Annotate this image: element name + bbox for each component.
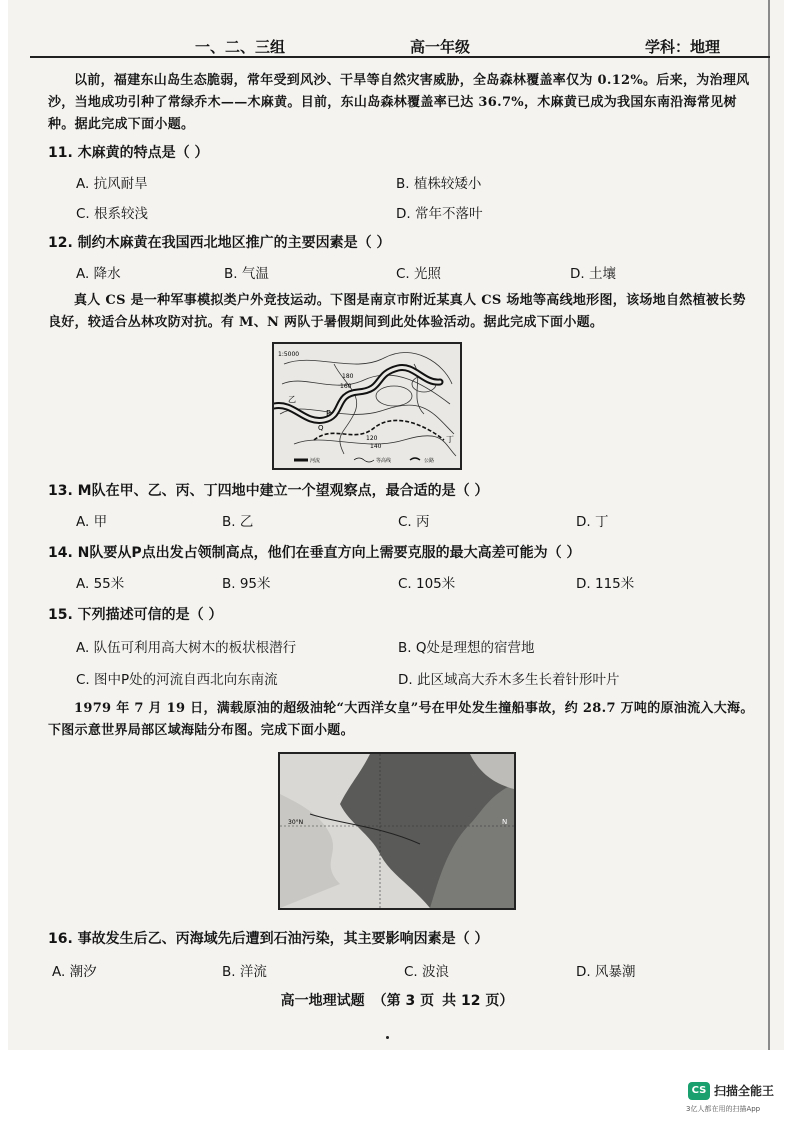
q14-option-a: A. 55米 bbox=[76, 576, 125, 592]
q16-option-a: A. 潮汐 bbox=[52, 964, 97, 980]
header-groups: 一、二、三组 bbox=[195, 38, 286, 56]
legend-river: 河流 bbox=[310, 458, 321, 464]
q16-option-b: B. 洋流 bbox=[222, 964, 267, 980]
scanner-tagline: 3亿人都在用的扫描App bbox=[686, 1105, 761, 1113]
q11-option-a: A. 抗风耐旱 bbox=[76, 176, 148, 192]
q11-option-b: B. 植株较矮小 bbox=[396, 176, 482, 192]
q14-option-c: C. 105米 bbox=[398, 576, 456, 592]
q13-option-d: D. 丁 bbox=[576, 514, 609, 530]
q12-option-d: D. 土壤 bbox=[570, 266, 616, 282]
ocean-map-figure bbox=[278, 752, 516, 910]
q15-option-c: C. 图中P处的河流自西北向东南流 bbox=[76, 672, 278, 688]
north-label: N bbox=[502, 818, 508, 826]
question-13-stem: 13. M队在甲、乙、丙、丁四地中建立一个望观察点，最合适的是（ ） bbox=[48, 483, 489, 499]
q14-option-b: B. 95米 bbox=[222, 576, 271, 592]
passage-oil-spill: 1979 年 7 月 19 日，满载原油的超级油轮“大西洋女皇”号在甲处发生撞船事故，约 28.7 万吨的原油流入大海。下图示意世界局部区域海陆分布图。完成下面小题。 bbox=[48, 701, 754, 738]
contour-label-180: 180 bbox=[342, 373, 354, 380]
header-subject: 学科：地理 bbox=[645, 38, 721, 56]
q12-option-c: C. 光照 bbox=[396, 266, 442, 282]
q13-option-c: C. 丙 bbox=[398, 514, 430, 530]
footer-total: 共 12 页） bbox=[442, 993, 514, 1009]
header-grade: 高一年级 bbox=[410, 38, 471, 56]
question-11-stem: 11. 木麻黄的特点是（ ） bbox=[48, 145, 209, 161]
q11-option-d: D. 常年不落叶 bbox=[396, 206, 483, 222]
scanner-logo-icon: CS bbox=[688, 1082, 710, 1100]
q13-option-a: A. 甲 bbox=[76, 514, 108, 530]
passage-dongshan: 以前，福建东山岛生态脆弱，常年受到风沙、干旱等自然灾害威胁，全岛森林覆盖率仅为 0.12%。后来，为治理风沙，当地成功引种了常绿乔木——木麻黄。目前，东山岛森林覆盖率已达 36.7%，木麻黄已成为我国东南沿海常见树种。据此完成下面小题。 bbox=[48, 73, 750, 132]
contour-label-160: 160 bbox=[340, 383, 352, 390]
scanner-app-name: 扫描全能王 bbox=[714, 1084, 775, 1098]
passage-cs: 真人 CS 是一种军事模拟类户外竞技运动。下图是南京市附近某真人 CS 场地等高线地形图，该场地自然植被长势良好，较适合丛林攻防对抗。有 M、N 两队于暑假期间到此处体验活动。据此完成下面小题。 bbox=[48, 293, 746, 330]
contour-label-140: 140 bbox=[370, 443, 382, 450]
question-16-stem: 16. 事故发生后乙、丙海域先后遭到石油污染，其主要影响因素是（ ） bbox=[48, 931, 489, 947]
q14-option-d: D. 115米 bbox=[576, 576, 635, 592]
page-edge-shadow bbox=[768, 0, 770, 1050]
point-yi: 乙 bbox=[288, 395, 296, 404]
mark-dot bbox=[386, 1036, 389, 1039]
legend-contour: 等高线 bbox=[376, 458, 392, 464]
point-q: Q bbox=[318, 424, 324, 432]
q16-option-c: C. 波浪 bbox=[404, 964, 450, 980]
latitude-label: 30°N bbox=[288, 819, 304, 826]
contour-label-120: 120 bbox=[366, 435, 378, 442]
q15-option-d: D. 此区域高大乔木多生长着针形叶片 bbox=[398, 672, 620, 688]
q13-option-b: B. 乙 bbox=[222, 514, 254, 530]
map-scale: 1:5000 bbox=[278, 351, 300, 358]
q16-option-d: D. 风暴潮 bbox=[576, 964, 636, 980]
page-footer bbox=[0, 990, 794, 1010]
q12-option-b: B. 气温 bbox=[224, 266, 269, 282]
footer-title: 高一地理试题 bbox=[280, 993, 365, 1009]
question-15-stem: 15. 下列描述可信的是（ ） bbox=[48, 607, 223, 623]
q11-option-c: C. 根系较浅 bbox=[76, 206, 149, 222]
point-ding: 丁 bbox=[446, 435, 454, 444]
point-p: P bbox=[326, 409, 331, 418]
q15-option-a: A. 队伍可利用高大树木的板状根潜行 bbox=[76, 640, 297, 656]
legend-road: 公路 bbox=[424, 458, 435, 464]
ocean-map-svg bbox=[280, 754, 514, 908]
question-12-stem: 12. 制约木麻黄在我国西北地区推广的主要因素是（ ） bbox=[48, 235, 391, 251]
q15-option-b: B. Q处是理想的宿营地 bbox=[398, 640, 535, 656]
question-14-stem: 14. N队要从P点出发占领制高点，他们在垂直方向上需要克服的最大高差可能为（ ） bbox=[48, 545, 581, 561]
footer-page: （第 3 页 bbox=[372, 993, 435, 1009]
contour-map-figure bbox=[272, 342, 462, 470]
page-header bbox=[30, 22, 770, 58]
contour-map-svg bbox=[274, 344, 460, 468]
road-line bbox=[314, 420, 444, 440]
q12-option-a: A. 降水 bbox=[76, 266, 121, 282]
